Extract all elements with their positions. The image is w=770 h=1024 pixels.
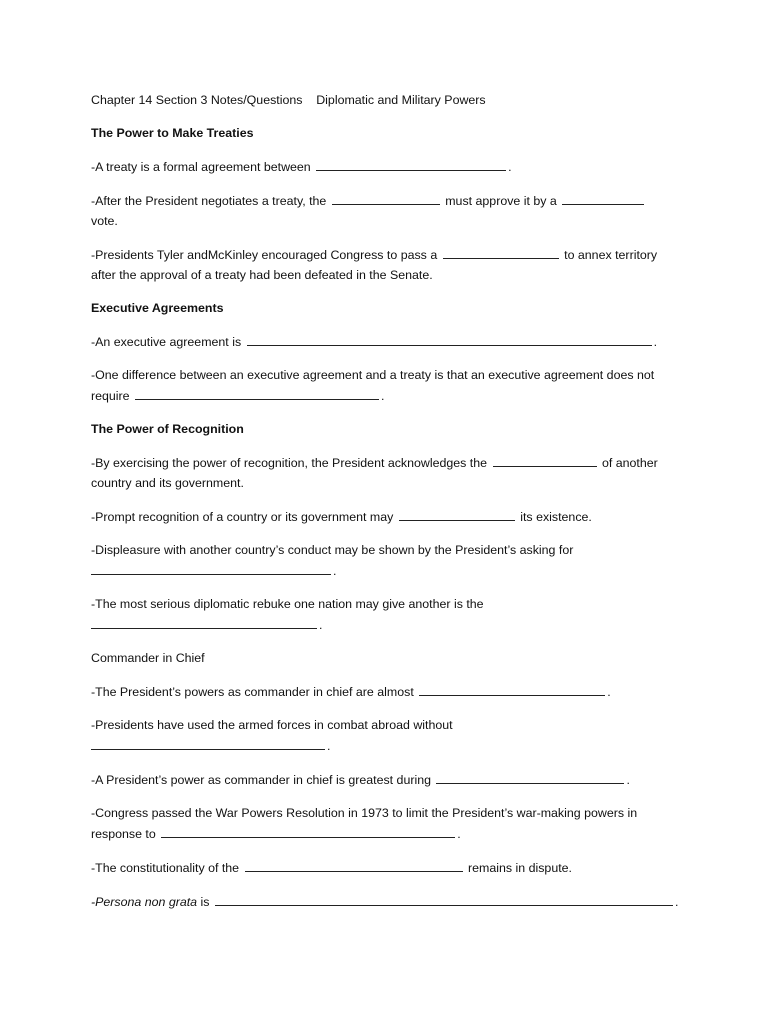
question-text: -After the President negotiates a treaty, the (91, 194, 327, 208)
question-prompt-recognition (91, 506, 691, 527)
answer-blank[interactable] (316, 156, 506, 171)
question-recognition-acknowledges (91, 452, 691, 493)
answer-blank[interactable] (91, 735, 325, 750)
answer-blank[interactable] (436, 769, 624, 784)
question-treaty-definition (91, 156, 691, 177)
question-text: . (508, 160, 512, 174)
question-text: . (457, 827, 461, 841)
question-text: vote. (91, 214, 118, 228)
question-text: . (319, 618, 323, 632)
question-treaty-approval (91, 190, 691, 231)
question-power-greatest (91, 769, 691, 790)
question-text: -By exercising the power of recognition, the President acknowledges the (91, 456, 488, 470)
question-text: its existence. (520, 510, 592, 524)
question-text: after the approval of a treaty had been defeated in the Senate. (91, 268, 433, 282)
question-commander-powers (91, 681, 691, 702)
answer-blank[interactable] (91, 560, 331, 575)
question-text: . (653, 335, 658, 349)
question-text: -Presidents have used the armed forces in combat abroad without (91, 718, 453, 732)
question-text: -The constitutionality of the (91, 861, 240, 875)
answer-blank[interactable] (443, 244, 559, 259)
question-text: of another (601, 456, 658, 470)
heading-commander-in-chief: Commander in Chief (91, 651, 205, 665)
question-text: -A President’s power as commander in chief is greatest during (91, 773, 431, 787)
topic-title: Diplomatic and Military Powers (316, 93, 486, 107)
worksheet-page (91, 90, 691, 925)
answer-blank[interactable] (91, 614, 317, 629)
chapter-title: Chapter 14 Section 3 Notes/Questions (91, 93, 303, 107)
question-text: . (674, 895, 679, 909)
question-text: remains in dispute. (467, 861, 572, 875)
question-text: -Prompt recognition of a country or its government may (91, 510, 394, 524)
heading-power-of-recognition: The Power of Recognition (91, 422, 244, 436)
question-text: country and its government. (91, 476, 244, 490)
answer-blank[interactable] (399, 506, 515, 521)
question-persona-non-grata (91, 891, 691, 912)
question-combat-abroad (91, 715, 691, 756)
question-text: . (381, 389, 385, 403)
answer-blank[interactable] (215, 891, 673, 906)
question-constitutionality (91, 857, 691, 878)
answer-blank[interactable] (332, 190, 440, 205)
question-text: -A treaty is a formal agreement between (91, 160, 311, 174)
question-war-powers-resolution (91, 803, 691, 844)
question-term: -Persona non grata (91, 895, 198, 909)
question-text: to annex territory (564, 248, 658, 262)
question-text: is (200, 895, 210, 909)
question-agreement-difference (91, 365, 691, 406)
question-text: -Presidents Tyler andMcKinley encouraged Congress to pass a (91, 248, 438, 262)
question-text: -An executive agreement is (91, 335, 242, 349)
question-text: response to (91, 827, 156, 841)
question-text: -Displeasure with another country’s conduct may be shown by the President’s asking for (91, 543, 574, 557)
answer-blank[interactable] (135, 385, 379, 400)
heading-executive-agreements: Executive Agreements (91, 301, 224, 315)
answer-blank[interactable] (247, 331, 652, 346)
question-text: -Congress passed the War Powers Resolution in 1973 to limit the President’s war-making powers in (91, 806, 638, 820)
question-text: -The most serious diplomatic rebuke one nation may give another is the (91, 597, 484, 611)
question-text: require (91, 389, 130, 403)
question-text: -The President’s powers as commander in chief are almost (91, 685, 414, 699)
question-text: . (333, 564, 337, 578)
answer-blank[interactable] (493, 452, 597, 467)
answer-blank[interactable] (419, 681, 605, 696)
answer-blank[interactable] (562, 190, 644, 205)
question-text: must approve it by a (445, 194, 557, 208)
answer-blank[interactable] (245, 857, 463, 872)
page-title (91, 90, 691, 110)
answer-blank[interactable] (161, 823, 455, 838)
question-diplomatic-rebuke (91, 594, 691, 635)
question-text: -One difference between an executive agreement and a treaty is that an executive agreement does not (91, 368, 655, 382)
question-text: . (327, 739, 331, 753)
question-executive-agreement-definition (91, 331, 691, 352)
question-text: . (607, 685, 611, 699)
heading-treaties: The Power to Make Treaties (91, 126, 254, 140)
question-annex-territory (91, 244, 691, 285)
question-text: . (626, 773, 630, 787)
question-displeasure (91, 540, 691, 581)
